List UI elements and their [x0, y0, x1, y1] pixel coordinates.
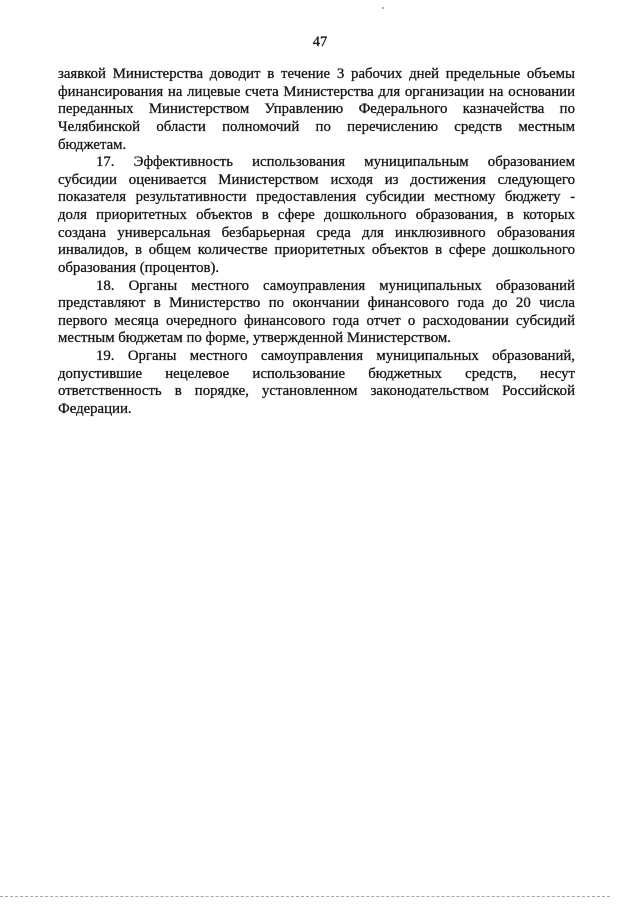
page-number: 47	[312, 34, 328, 50]
text-line: допустившие нецелевое использование бюджетных средств, несут	[58, 365, 575, 382]
text-line: образования (процентов).	[58, 259, 220, 276]
text-line: финансирования на лицевые счета Министерства для организации на основании	[58, 83, 575, 100]
text-line: заявкой Министерства доводит в течение 3 рабочих дней предельные объемы	[58, 66, 575, 82]
paragraph-18	[58, 278, 575, 349]
text-line: ответственность в порядке, установленном законодательством Российской	[58, 383, 575, 400]
text-line: первого месяца очередного финансового года отчет о расходовании субсидий	[58, 312, 575, 329]
paragraph-continuation	[58, 66, 575, 154]
text-line: Челябинской области полномочий по перечислению средств местным	[58, 118, 575, 135]
paragraph-17	[58, 154, 575, 277]
text-line: Федерации.	[58, 400, 132, 417]
text-line: субсидии оценивается Министерством исходя из достижения следующего	[58, 171, 575, 188]
document-body	[58, 66, 575, 419]
paragraph-19	[58, 348, 575, 419]
text-line: представляют в Министерство по окончании финансового года до 20 числа	[58, 295, 575, 312]
scan-speck	[382, 7, 384, 9]
text-line: показателя результативности предоставления субсидии местному бюджету -	[58, 189, 575, 206]
text-line: местным бюджетам по форме, утвержденной Министерством.	[58, 330, 451, 347]
text-line: бюджетам.	[58, 136, 127, 153]
text-line: 18. Органы местного самоуправления муниципальных образований	[96, 277, 575, 294]
text-line: переданных Министерством Управлению Федерального казначейства по	[58, 101, 575, 118]
text-line: инвалидов, в общем количестве приоритетных объектов в сфере дошкольного	[58, 242, 575, 259]
text-line: 17. Эффективность использования муниципальным образованием	[96, 154, 575, 171]
scan-edge-line	[0, 896, 610, 897]
text-line: 19. Органы местного самоуправления муниципальных образований,	[96, 348, 575, 364]
text-line: создана универсальная безбарьерная среда для инклюзивного образования	[58, 224, 575, 241]
text-line: доля приоритетных объектов в сфере дошкольного образования, в которых	[58, 207, 575, 223]
